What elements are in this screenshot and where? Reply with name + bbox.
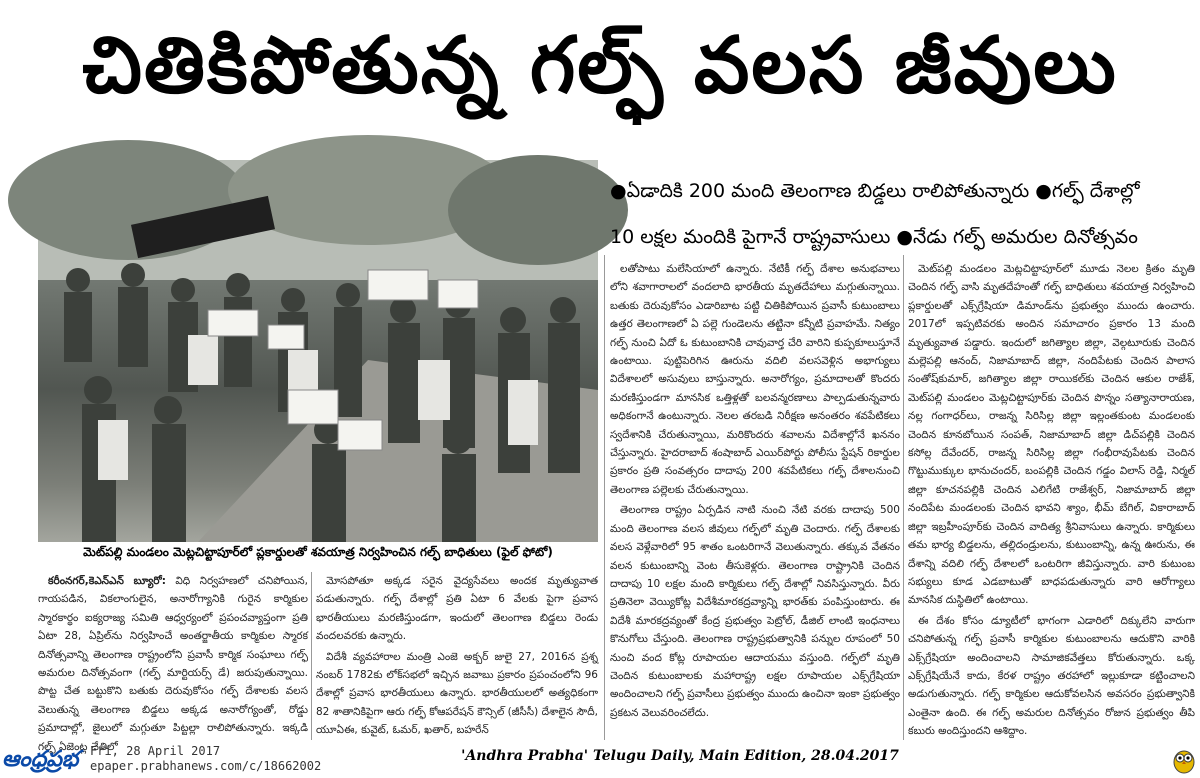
edition-title: 'Andhra Prabha' Telugu Daily, Main Edition, 28.04.2017 <box>461 748 899 764</box>
photo-caption: మెట్‌పల్లి మండలం మెట్లచిట్టాపూర్‌లో ప్లకార్డులతో శవయాత్ర నిర్వహించిన గల్ఫ్ బాధితులు (ఫైల్ ఫోటో) <box>83 545 553 559</box>
edition-date: Fri, 28 April 2017 <box>90 744 221 758</box>
dateline: కరీంనగర్,కెఎన్ఎన్ బ్యూరో: <box>48 575 166 587</box>
article-text-2: మోసపోతూ అక్కడ సరైన వైద్యసేవలు అందక మృత్యువాత పడుతున్నారు. గల్ఫ్ దేశాల్లో ప్రతి ఏటా 6 వేలకు పైగా ప్రవాస భారతీయులు మరణిస్తుండగా, ఇందులో తెలంగాణ బిడ్డలు రెండు వందలవరకు ఉన్నారు. <box>316 575 598 643</box>
newspaper-logo: ఆంధ్రప్రభ <box>2 746 79 772</box>
article-text-3b: తెలంగాణ రాష్ట్రం ఏర్పడిన నాటి నుంచి నేటి వరకు దాదాపు 500 మంది తెలంగాణ వలస జీవులు గల్ఫ్‌లో మృతి చెందారు. గల్ఫ్ దేశాలకు వలస వెళ్లేవారిలో 95 శాతం ఒంటరిగానే వెలుతున్నారు. తక్కువ వేతనం వలన కుటుంబాన్ని వెంట తీసుకెళ్లరు. తెలంగాణ రాష్ట్రానికి చెందిన దాదాపు 10 లక్షల మంది కార్మికులు గల్ఫ్ దేశాల్లో నివసిస్తున్నారు. వీరు ప్రతినెలా వెయ్యికోట్ల విదేశీమారకద్రవ్యాన్ని భారత్‌కు పంపిస్తుంటారు. ఈ విదేశీ మారకద్రవ్యంతో కేంద్ర ప్రభుత్వం పెట్రోల్, డీజిల్ లాంటి ఇంధనాలు కొనుగోలు చేస్తుంది. తెలంగాణ రాష్ట్రప్రభుత్వానికి పన్నుల రూపంలో 50 నుంచి వంద కోట్ల రూపాయల ఆదాయము వస్తుంది. గల్ఫ్‌లో మృతి చెందిన కుటుంబాలకు మహారాష్ట్ర లక్షల రూపాయల ఎక్స్‌గ్రేషియా అందించాలని గల్ఫ్ ప్రవాసీలు ప్రభుత్వం ముందు ఉంచినా ఇంకా ప్రభుత్వం ప్రకటన వెలువరించలేదు. <box>610 504 900 719</box>
subhead-line-2 <box>610 214 1195 260</box>
subheadline <box>610 168 1195 260</box>
column-divider <box>311 572 312 740</box>
headline: చితికిపోతున్న గల్ఫ్ వలస జీవులు <box>82 20 1118 111</box>
article-text-1: విధి నిర్వహణలో చనిపోయిన, గాయపడిన, వికలాంగులైన, అనారోగ్యానికి గురైన కార్మికుల స్మారకార్థం ఐక్యరాజ్య సమితి ఆధ్వర్యంలో ప్రపంచవ్యాప్తంగా ప్రతి ఏటా 28, ఏప్రిల్‌ను నిర్వహించే అంతర్జాతీయ కార్మికుల స్మారక దినోత్సవాన్ని తెలంగాణ రాష్ట్రంలోని ప్రవాసీ కార్మిక సంఘాలు గల్ఫ్ అమరుల దినోత్సవంగా (గల్ఫ్ మార్టియర్స్ డే) జరుపుతున్నాయి. పొట్ట చేత బట్టుకొని బతుకు దెరువుకోసం గల్ఫ్ దేశాలకు వలస వెలుతున్న తెలంగాణ బిడ్డలు అక్కడ అనారోగ్యంతో, రోడ్డు ప్రమాదాల్లో, జైలులో మగ్గుతూ పిట్టల్లా రాలిపోతున్నారు. ఇక్కడి గల్ఫ్ ఏజెంట్ల చేతిలో <box>38 575 308 753</box>
news-photo <box>38 160 598 542</box>
subhead-bullet-2: ●గల్ఫ్ దేశాల్లో <box>1035 180 1140 202</box>
owl-icon <box>1172 746 1196 774</box>
subhead-line-1 <box>610 168 1195 214</box>
edition-info <box>90 744 321 774</box>
column-divider <box>903 255 904 740</box>
page-footer <box>0 742 1200 778</box>
subhead-bullet-2-cont: 10 లక్షల మందికి పైగానే రాష్ట్రవాసులు <box>610 226 891 248</box>
article-column-3 <box>610 260 900 738</box>
article-text-4: మెట్‌పల్లి మండలం మెట్లచిట్టాపూర్‌లో మూడు నెలల క్రితం మృతి చెందిన గల్ఫ్ వాసి మృతదేహంతో గల్ఫ్ బాధితులు శవయాత్ర నిర్వహించి ప్లకార్డులతో ఎక్స్‌గ్రేషియా డిమాండ్‌ను ప్రభుత్వం ముందు ఉంచారు. 2017లో ఇప్పటివరకు అందిన సమాచారం ప్రకారం 13 మంది మృత్యువాత పడ్డారు. ఇందులో జగిత్యాల జిల్లా, వెల్గటూరుకు చెందిన మల్లెపల్లి ఆనంద్, నిజామాబాద్ జిల్లా, నందిపేటకు చెందిన పాలాస సంతోష్‌కుమార్, జగిత్యాల జిల్లా రాయికల్‌కు చెందిన ఆకుల రాజేశ్, మెట్‌పల్లి మండలం మెట్లచిట్టాపూర్‌కు చెందిన పొన్నం సత్యానారాయణ, నల్ల గంగాధర్‌లు, రాజన్న సిరిసిల్ల జిల్లా ఇల్లంతకుంట మండలంకు చెందిన కూనబోయిన సంపత్, నిజామాబాద్ జిల్లా డిచ్‌పల్లికి చెందిన కసోల్ల దేవేందర్, రాజన్న సిరిసిల్ల జిల్లా గంభీరావుపేటకు చెందిన గొట్టుముక్కుల భానుచందర్, బంపల్లికి చెందిన గడ్డం విలాస్ రెడ్డి, నిర్మల్ జిల్లా కూచనపల్లికి చెందిన ఎలిగేటి రాజేశ్వర్, నిజామాబాద్ జిల్లా నందిపేట మండలంకు చెందిన భావని శ్యాం, భీమ్ బేగిల్, వికారాబాద్ జిల్లా ఇబ్రహీంపూర్‌కు చెందిన వాదిత్య శ్రీనివాసులు ఉన్నారు. కార్మికులు తమ భార్య బిడ్డలను, తల్లిదండ్రులను, కుటుంబాన్ని, ఉన్న ఊరును, ఈ దేశాన్ని వదిలి గల్ఫ్ దేశాలలో ఒంటరిగా జీవిస్తున్నారు. వారి కుటుంబ సభ్యులు కూడ ఎడబాటుతో బాధపడుతున్నారు వారి ఆరోగ్యాలు మానసిక దుస్థితిలో ఉంటాయి. <box>908 263 1195 607</box>
subhead-bullet-1: ●ఏడాదికి 200 మంది తెలంగాణ బిడ్డలు రాలిపోతున్నారు <box>610 180 1030 202</box>
column-divider <box>604 255 605 740</box>
article-column-2 <box>316 572 598 737</box>
protest-crowd-illustration <box>38 160 598 542</box>
subhead-bullet-3: ●నేడు గల్ఫ్ అమరుల దినోత్సవం <box>896 226 1138 248</box>
article-column-4 <box>908 260 1195 738</box>
epaper-url[interactable]: epaper.prabhanews.com/c/18662002 <box>90 759 322 773</box>
article-text-3: లతోపాటు మలేసియాలో ఉన్నారు. నేటికీ గల్ఫ్ దేశాల అనుభవాలు లోని శవాగారాలలో వందలాది భారతీయ మృతదేహాలు మగ్గుతున్నాయి. బతుకు దెరువుకోసం ఎడారిబాట పట్టి చితికిపోయిన ప్రవాసీ కుటుంబాలు ఉత్తర తెలంగాణలో ఏ పల్లె గుండెలను తట్టినా కన్నీటి ప్రవాహమే. నిత్యం గల్ఫ్ నుంచి ఏదో ఓ కుటుంబానికి చావువార్త చేరి వారిని కుప్పకూలుస్తూనే ఉంటాయి. పుట్టిపెరిగిన ఊరును వదిలి వలసవెళ్లిన అభాగ్యులు విదేశాలలో అసువులు బాస్తున్నారు. అనారోగ్యం, ప్రమాదాలతో కొందరు మరణిస్తుండగా మానసిక ఒత్తిళ్లతో బలవన్మరణాలు పాల్పడుతున్నవారు అధికంగానే ఉంటున్నారు. నెలల తరబడి నిరీక్షణ అనంతరం శవపేటికలు స్వదేశానికి చేరుతున్నాయి, మరికొందరు శవాలను విదేశాల్లోనే ఖననం చేస్తున్నారు. హైదరాబాద్ శంషాబాద్ ఎయిర్‌పోర్టు పోలీసు స్టేషన్ రికార్డుల ప్రకారం ప్రతి సంవత్సరం దాదాపు 200 శవపేటికలు గల్ఫ్ దేశాలనుంచి తెలంగాణ పల్లెలకు చేరుతున్నాయి. <box>610 263 900 496</box>
article-text-2b: విదేశీ వ్యవహారాల మంత్రి ఎంజె అక్బర్ జులై 27, 2016న ప్రశ్న నంబర్ 1782కు లోక్‌సభలో ఇచ్చిన జవాబు ప్రకారం ప్రపంచంలోని 96 దేశాల్లో ప్రవాస భారతీయులు ఉన్నారు. భారతీయులలో అత్యధికంగా 82 శాతానికిపైగా ఆరు గల్ఫ్ కోఆపరేషన్ కౌన్సిల్ (జీసీసీ) దేశాలైన సౌదీ, యూఏఈ, కువైట్, ఓమర్, ఖతార్, బహరేన్ <box>316 650 598 737</box>
article-text-4b: ఈ దేశం కోసం డ్యూటీలో భాగంగా ఎడారిలో దిక్కులేని వారుగా చనిపోతున్న గల్ఫ్ ప్రవాసీ కార్మికుల కుటుంబాలను ఆదుకొని వారికి ఎక్స్‌గ్రేషియా అందించాలని సామాజికవేత్తలు కోరుతున్నారు. ఒక్క ఎక్స్‌గ్రేషియేనే కాదు, కేరళ రాష్ట్రం తరహాలో ఇల్లుకూడా కట్టించాలని అడుగుతున్నారు. గల్ఫ్ కార్మికుల ఆదుకోవలసిన అవసరం ప్రభుత్వానికి ఎంతైనా ఉంది. ఈ గల్ఫ్ అమరుల దినోత్సవం రోజున ప్రభుత్వం తీపి కబురు అందిస్తుందని ఆశిద్దాం. <box>908 614 1195 738</box>
